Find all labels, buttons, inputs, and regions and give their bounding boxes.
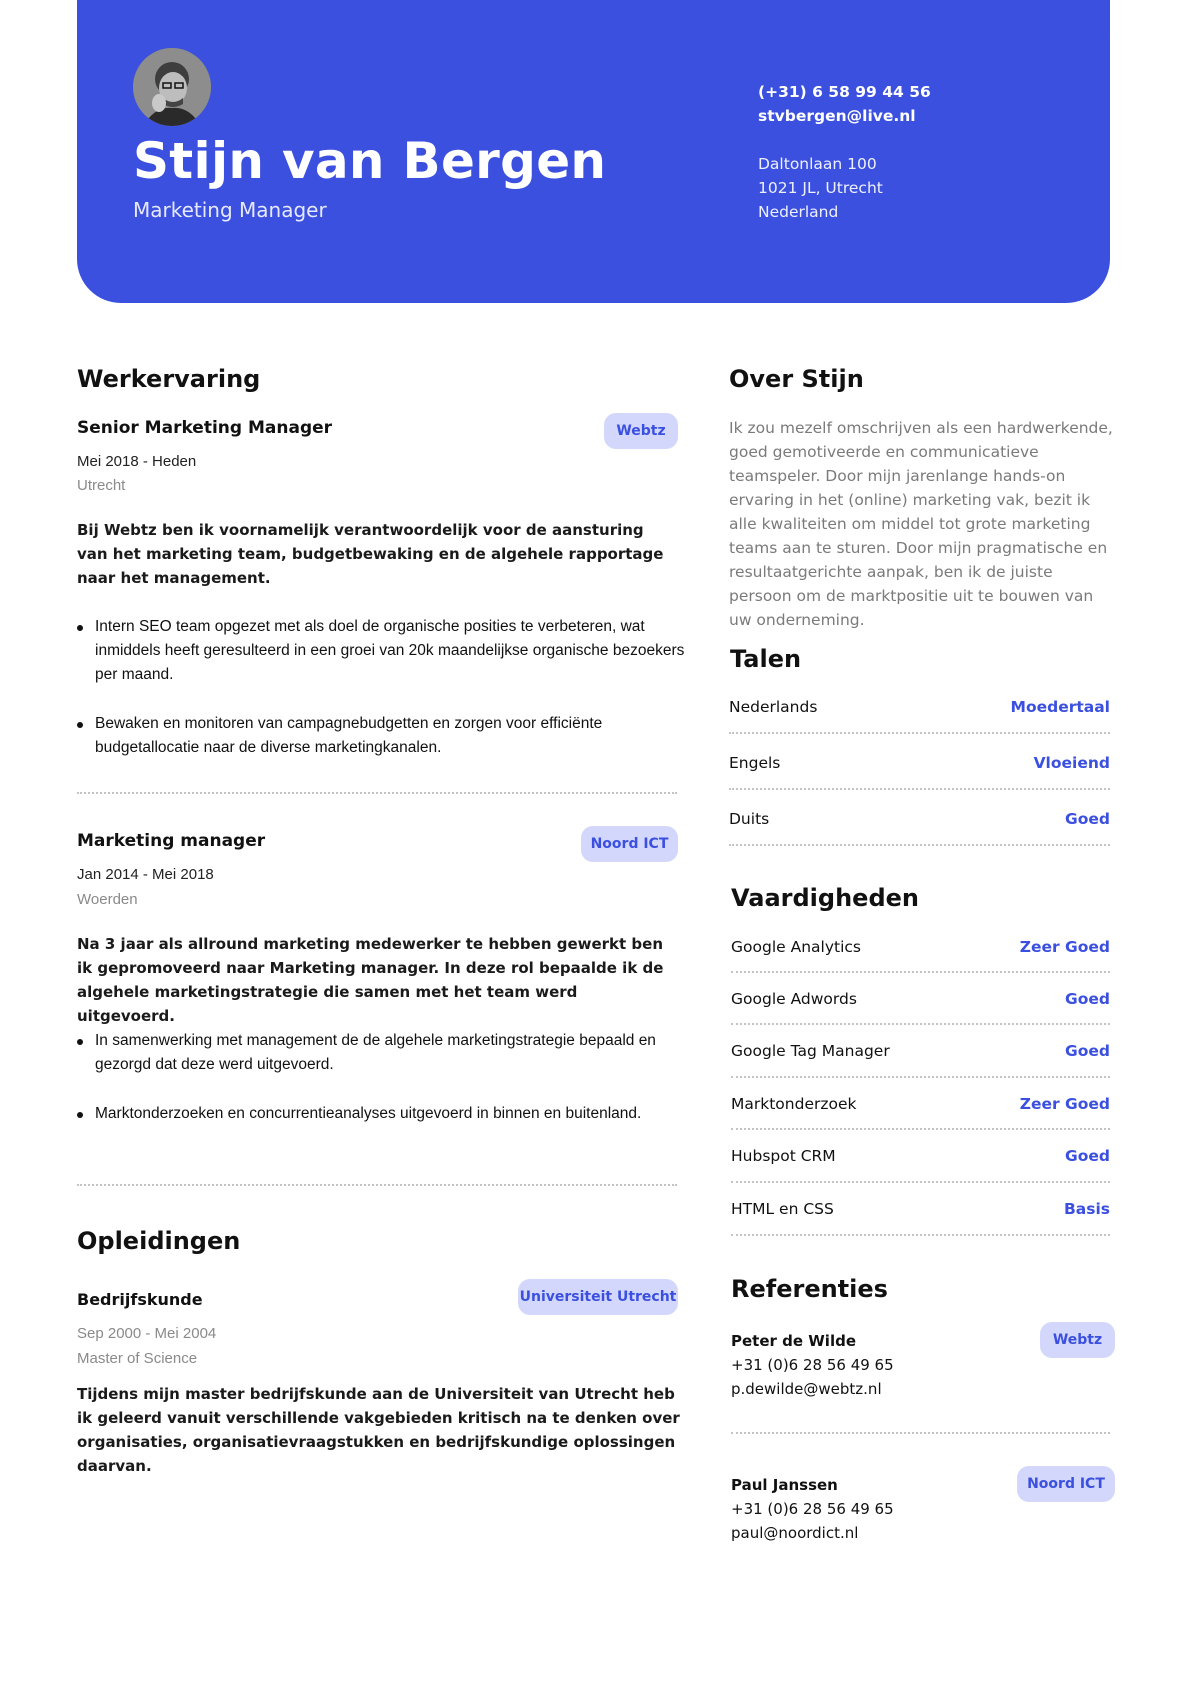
job-title: Marketing manager <box>77 831 266 851</box>
job-title: Senior Marketing Manager <box>77 418 333 438</box>
job-location: Utrecht <box>77 477 126 494</box>
job-location: Woerden <box>77 891 138 908</box>
skill-label: Google Adwords <box>731 990 857 1008</box>
divider <box>77 1184 677 1186</box>
email-address[interactable]: stvbergen@live.nl <box>758 107 916 125</box>
section-title-experience: Werkervaring <box>77 365 261 393</box>
reference-email[interactable]: paul@noordict.nl <box>731 1524 859 1542</box>
list-item: In samenwerking met management de de algehele marketingstrategie bepaald en gezorgd dat deze werd uitgevoerd. <box>77 1029 685 1077</box>
job-period: Mei 2018 - Heden <box>77 453 197 470</box>
address-line: Nederland <box>758 203 839 221</box>
education-title: Bedrijfskunde <box>77 1290 203 1309</box>
divider <box>729 844 1110 846</box>
phone-number: (+31) 6 58 99 44 56 <box>758 83 931 101</box>
about-text: Ik zou mezelf omschrijven als een hardwerkende, goed gemotiveerde en communicatieve teamspeler. Door mijn jarenlange hands-on ervaring in het (online) marketing vak, bezit ik alle kwaliteiten om middel tot grote marketing teams aan te sturen. Door mijn pragmatische en resultaatgerichte aanpak, ben ik de juiste persoon om de marktpositie uit te bouwen van uw onderneming. <box>729 419 1113 629</box>
skill-label: HTML en CSS <box>731 1200 834 1218</box>
section-title-education: Opleidingen <box>77 1227 241 1255</box>
divider <box>731 1128 1110 1130</box>
skill-level: Zeer Goed <box>1019 1095 1110 1113</box>
reference-company-badge: Noord ICT <box>1017 1466 1115 1502</box>
divider <box>731 1432 1110 1434</box>
language-label: Nederlands <box>729 698 818 716</box>
divider <box>731 971 1110 973</box>
reference-phone: +31 (0)6 28 56 49 65 <box>731 1356 894 1374</box>
divider <box>731 1023 1110 1025</box>
list-item: Bewaken en monitoren van campagnebudgetten en zorgen voor efficiënte budgetallocatie naar de diverse marketingkanalen. <box>77 712 685 760</box>
language-level: Goed <box>1065 810 1110 828</box>
language-label: Duits <box>729 810 770 828</box>
skill-label: Google Analytics <box>731 938 861 956</box>
language-level: Moedertaal <box>1010 698 1110 716</box>
job-period: Jan 2014 - Mei 2018 <box>77 866 214 883</box>
divider <box>77 792 677 794</box>
header-banner <box>77 0 1110 303</box>
section-title-skills: Vaardigheden <box>731 884 919 912</box>
address-line: Daltonlaan 100 <box>758 155 877 173</box>
education-degree: Master of Science <box>77 1350 198 1367</box>
skill-level: Zeer Goed <box>1019 938 1110 956</box>
education-description: Tijdens mijn master bedrijfskunde aan de Universiteit van Utrecht heb ik geleerd vanuit verschillende vakgebieden kritisch na te denken over organisaties, organisatievraagstukken en bedrijfskundige oplossingen daarvan. <box>77 1385 680 1475</box>
address-block <box>758 152 883 224</box>
education-period: Sep 2000 - Mei 2004 <box>77 1325 217 1342</box>
skill-level: Goed <box>1065 990 1110 1008</box>
school-badge: Universiteit Utrecht <box>518 1279 678 1315</box>
company-badge: Noord ICT <box>581 826 678 862</box>
skill-level: Goed <box>1065 1147 1110 1165</box>
skill-level: Basis <box>1063 1200 1110 1218</box>
reference-email[interactable]: p.dewilde@webtz.nl <box>731 1380 882 1398</box>
divider <box>731 1234 1110 1236</box>
reference-phone: +31 (0)6 28 56 49 65 <box>731 1500 894 1518</box>
section-title-references: Referenties <box>731 1275 888 1303</box>
skill-label: Marktonderzoek <box>731 1095 857 1113</box>
skill-level: Goed <box>1065 1042 1110 1060</box>
skill-label: Google Tag Manager <box>731 1042 890 1060</box>
reference-company-badge: Webtz <box>1040 1322 1115 1358</box>
divider <box>729 788 1110 790</box>
language-label: Engels <box>729 754 781 772</box>
reference-name: Paul Janssen <box>731 1476 838 1494</box>
section-title-languages: Talen <box>730 645 802 673</box>
divider <box>731 1181 1110 1183</box>
candidate-role: Marketing Manager <box>133 198 327 222</box>
reference-name: Peter de Wilde <box>731 1332 857 1350</box>
job-description: Bij Webtz ben ik voornamelijk verantwoordelijk voor de aansturing van het marketing team, budgetbewaking en de algehele rapportage naar het management. <box>77 521 664 587</box>
company-badge: Webtz <box>604 413 678 449</box>
job-description: Na 3 jaar als allround marketing medewerker te hebben gewerkt ben ik gepromoveerd naar Marketing manager. In deze rol bepaalde ik de algehele marketingstrategie die samen met het team werd uitgevoerd. <box>77 935 664 1025</box>
divider <box>729 732 1110 734</box>
divider <box>731 1076 1110 1078</box>
list-item: Intern SEO team opgezet met als doel de organische posities te verbeteren, wat inmiddels heeft geresulteerd in een groei van 20k maandelijkse organische bezoekers per maand. <box>77 615 685 687</box>
section-title-about: Over Stijn <box>729 365 864 393</box>
language-level: Vloeiend <box>1033 754 1110 772</box>
skill-label: Hubspot CRM <box>731 1147 836 1165</box>
list-item: Marktonderzoeken en concurrentieanalyses uitgevoerd in binnen en buitenland. <box>77 1102 685 1126</box>
address-line: 1021 JL, Utrecht <box>758 179 883 197</box>
candidate-name: Stijn van Bergen <box>133 132 607 190</box>
contact-block <box>758 80 931 128</box>
avatar <box>133 48 211 126</box>
